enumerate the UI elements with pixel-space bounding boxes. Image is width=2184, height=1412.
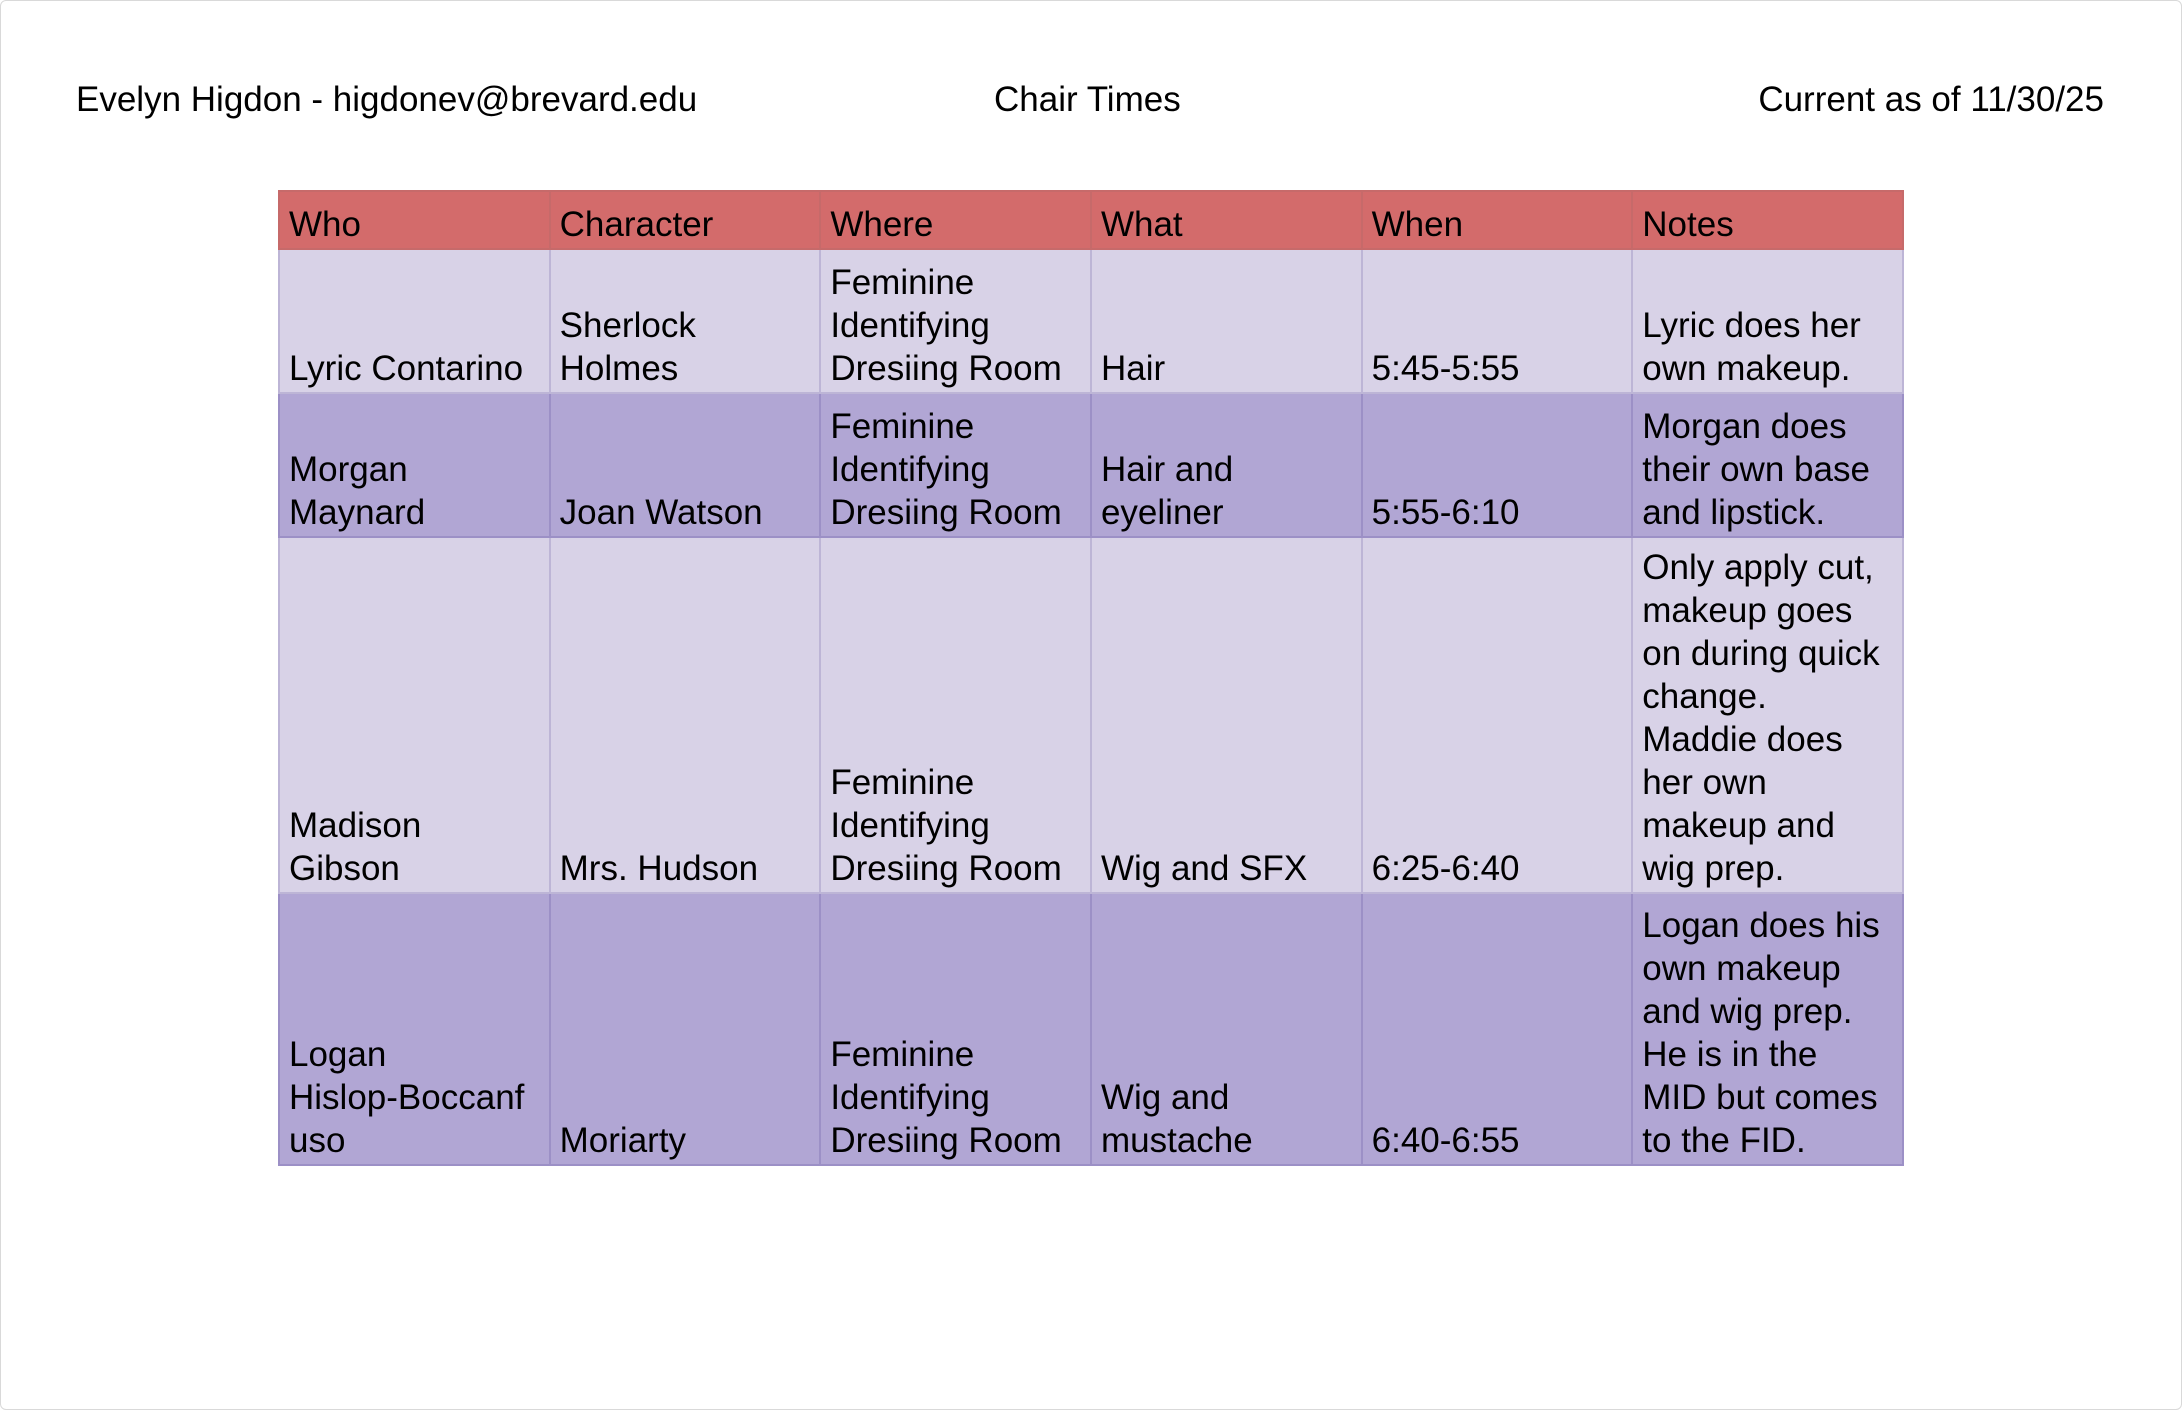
column-header-notes: Notes — [1632, 191, 1903, 249]
cell-where: Feminine Identifying Dresiing Room — [820, 393, 1091, 537]
column-header-where: Where — [820, 191, 1091, 249]
cell-character: Mrs. Hudson — [550, 537, 821, 893]
column-header-what: What — [1091, 191, 1362, 249]
last-updated-date: Current as of 11/30/25 — [1758, 80, 2104, 119]
column-header-character: Character — [550, 191, 821, 249]
cell-character: Joan Watson — [550, 393, 821, 537]
chair-times-table — [278, 190, 1904, 1166]
cell-what: Wig and SFX — [1091, 537, 1362, 893]
cell-where: Feminine Identifying Dresiing Room — [820, 249, 1091, 393]
table-header-row — [279, 191, 1903, 249]
cell-notes: Only apply cut, makeup goes on during quick change. Maddie does her own makeup and wig prep. — [1632, 537, 1903, 893]
table-row — [279, 537, 1903, 893]
cell-what: Wig and mustache — [1091, 893, 1362, 1165]
cell-who: Logan Hislop-Boccanf uso — [279, 893, 550, 1165]
cell-when: 5:55-6:10 — [1362, 393, 1633, 537]
cell-when: 6:40-6:55 — [1362, 893, 1633, 1165]
cell-what: Hair — [1091, 249, 1362, 393]
cell-who: Madison Gibson — [279, 537, 550, 893]
cell-character: Sherlock Holmes — [550, 249, 821, 393]
table-row — [279, 249, 1903, 393]
cell-when: 5:45-5:55 — [1362, 249, 1633, 393]
cell-where: Feminine Identifying Dresiing Room — [820, 537, 1091, 893]
cell-notes: Morgan does their own base and lipstick. — [1632, 393, 1903, 537]
cell-where: Feminine Identifying Dresiing Room — [820, 893, 1091, 1165]
cell-when: 6:25-6:40 — [1362, 537, 1633, 893]
cell-who: Lyric Contarino — [279, 249, 550, 393]
table-row — [279, 893, 1903, 1165]
column-header-when: When — [1362, 191, 1633, 249]
table-row — [279, 393, 1903, 537]
cell-what: Hair and eyeliner — [1091, 393, 1362, 537]
author-contact: Evelyn Higdon - higdonev@brevard.edu — [76, 80, 698, 119]
cell-notes: Lyric does her own makeup. — [1632, 249, 1903, 393]
column-header-who: Who — [279, 191, 550, 249]
cell-who: Morgan Maynard — [279, 393, 550, 537]
document-title: Chair Times — [994, 80, 1181, 119]
cell-character: Moriarty — [550, 893, 821, 1165]
cell-notes: Logan does his own makeup and wig prep. He is in the MID but comes to the FID. — [1632, 893, 1903, 1165]
